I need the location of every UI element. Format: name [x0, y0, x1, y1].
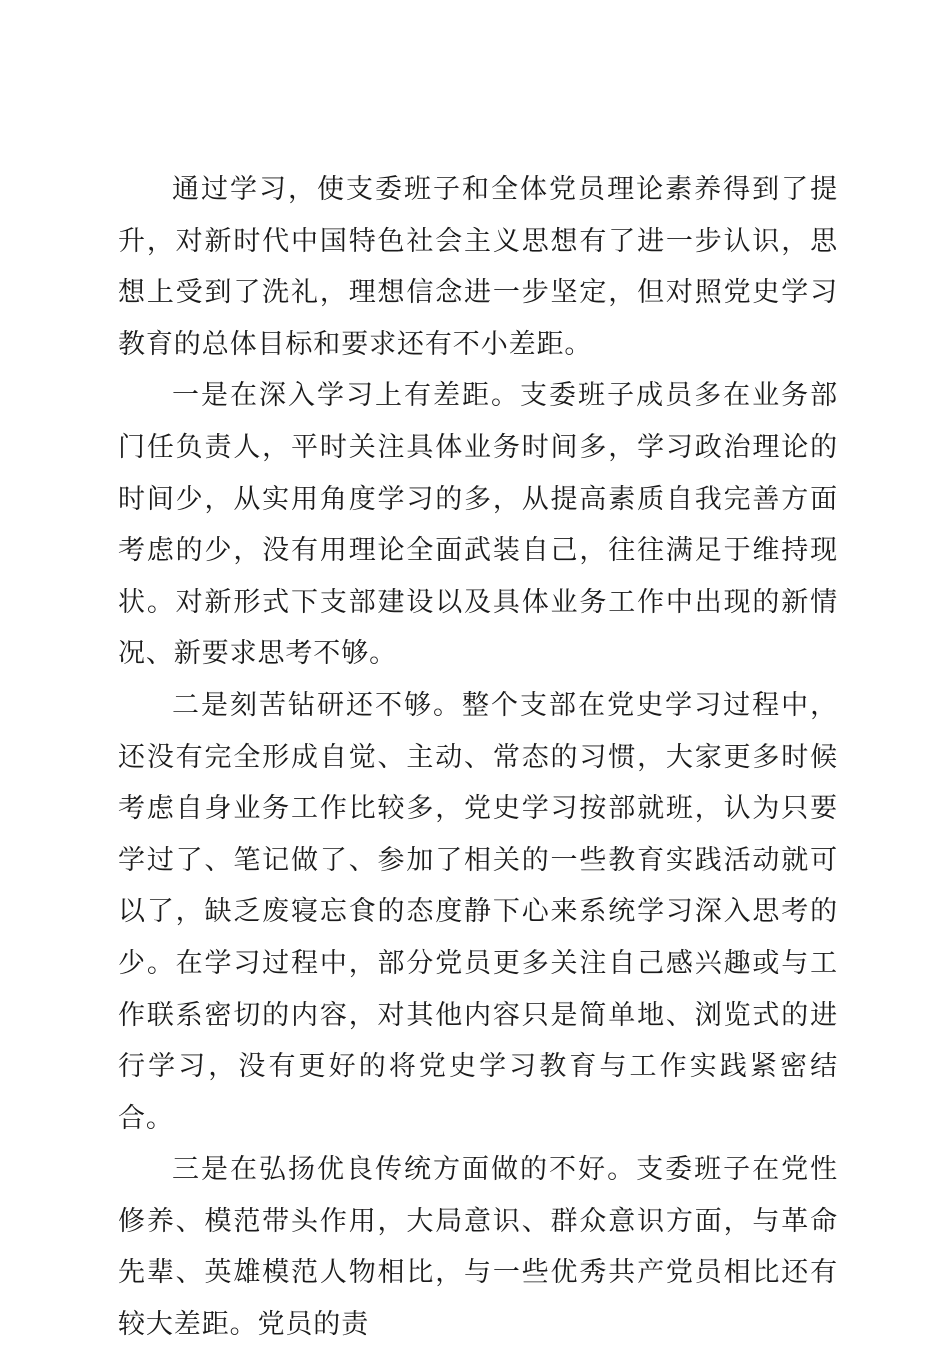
document-body: [118, 164, 838, 1351]
paragraph-point-three: 三是在弘扬优良传统方面做的不好。支委班子在党性修养、模范带头作用，大局意识、群众意识方面，与革命先辈、英雄模范人物相比，与一些优秀共产党员相比还有较大差距。党员的责: [118, 1154, 838, 1341]
paragraph-point-two: 二是刻苦钻研还不够。整个支部在党史学习过程中，还没有完全形成自觉、主动、常态的习惯，大家更多时候考虑自身业务工作比较多，党史学习按部就班，认为只要学过了、笔记做了、参加了相关的一些教育实践活动就可以了，缺乏废寝忘食的态度静下心来系统学习深入思考的少。在学习过程中，部分党员更多关注自己感兴趣或与工作联系密切的内容，对其他内容只是简单地、浏览式的进行学习，没有更好的将党史学习教育与工作实践紧密结合。: [118, 689, 838, 1134]
paragraph-intro: 通过学习，使支委班子和全体党员理论素养得到了提升，对新时代中国特色社会主义思想有了进一步认识，思想上受到了洗礼，理想信念进一步坚定，但对照党史学习教育的总体目标和要求还有不小差距。: [118, 174, 838, 360]
paragraph-point-one: 一是在深入学习上有差距。支委班子成员多在业务部门任负责人，平时关注具体业务时间多，学习政治理论的时间少，从实用角度学习的多，从提高素质自我完善方面考虑的少，没有用理论全面武装自己，往往满足于维持现状。对新形式下支部建设以及具体业务工作中出现的新情况、新要求思考不够。: [118, 380, 838, 670]
